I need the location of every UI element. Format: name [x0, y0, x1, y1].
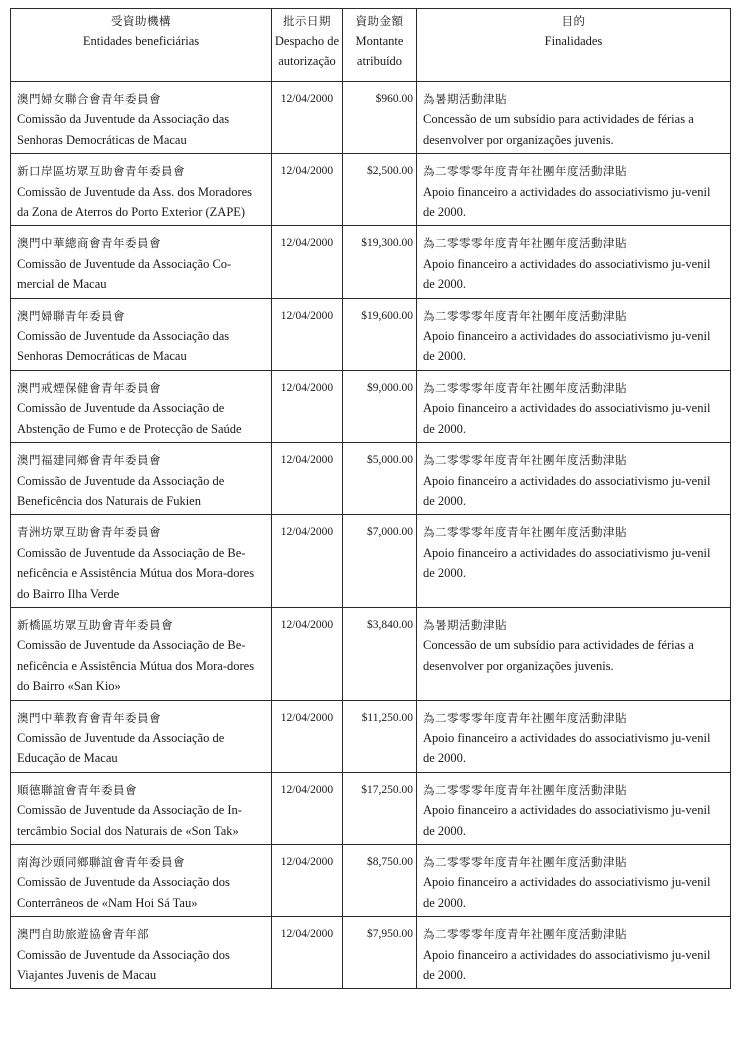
entity-name-pt: Comissão da Juventude da Associação das Senhoras Democráticas de Macau [17, 112, 230, 147]
entity-name-pt: Comissão de Juventude da Associação de Be-neficência e Assistência Mútua dos Mora-dores do Bairro Ilha Verde [17, 545, 255, 601]
header-purpose-zh: 目的 [561, 14, 586, 28]
amount-cell [343, 443, 417, 515]
table-row [11, 298, 731, 370]
purpose-pt: Apoio financeiro a actividades do associativismo ju-venil de 2000. [423, 329, 711, 364]
entity-name-zh: 澳門婦女聯合會青年委員會 [17, 92, 161, 106]
authorization-date: 12/04/2000 [280, 856, 334, 868]
table-row [11, 443, 731, 515]
amount-cell [343, 82, 417, 154]
entity-name-pt: Comissão de Juventude da Associação de In-tercâmbio Social dos Naturais de «Son Tak» [17, 803, 242, 838]
purpose-pt: Concessão de um subsídio para actividades de férias a desenvolver por organizações juvenis. [423, 638, 694, 673]
subsidy-amount: $3,840.00 [367, 618, 413, 631]
purpose-cell [417, 607, 731, 700]
subsidy-amount: $11,250.00 [361, 711, 413, 724]
purpose-cell [417, 917, 731, 989]
entity-name-zh: 青洲坊眾互助會青年委員會 [17, 525, 161, 540]
table-row [11, 82, 731, 154]
entity-name-pt: Comissão de Juventude da Associação Co-mercial de Macau [17, 256, 232, 292]
purpose-zh: 為二零零零年度青年社團年度活動津貼 [423, 927, 627, 942]
entity-name-pt: Comissão de Juventude da Ass. dos Moradores da Zona de Aterros do Porto Exterior (ZAPE) [17, 184, 253, 220]
purpose-pt: Apoio financeiro a actividades do associativismo ju-venil de 2000. [423, 256, 711, 292]
purpose-cell [417, 226, 731, 298]
purpose-pt: Apoio financeiro a actividades do associativismo ju-venil de 2000. [423, 875, 711, 910]
purpose-zh: 為二零零零年度青年社團年度活動津貼 [423, 710, 627, 725]
table-row [11, 772, 731, 844]
entity-name-pt: Comissão de Juventude da Associação de Educação de Macau [17, 730, 225, 766]
date-cell [272, 607, 343, 700]
date-cell [272, 298, 343, 370]
entity-cell [11, 443, 272, 515]
entity-cell [11, 700, 272, 772]
date-cell [272, 82, 343, 154]
header-date [272, 9, 343, 82]
entity-name-zh: 澳門自助旅遊協會青年部 [17, 927, 149, 942]
header-entities-pt: Entidades beneficiárias [82, 34, 200, 48]
entity-cell [11, 917, 272, 989]
authorization-date: 12/04/2000 [280, 381, 334, 394]
date-cell [272, 154, 343, 226]
entity-cell [11, 370, 272, 442]
purpose-cell [417, 700, 731, 772]
purpose-zh: 為二零零零年度青年社團年度活動津貼 [423, 782, 627, 797]
entity-name-zh: 新口岸區坊眾互助會青年委員會 [17, 164, 185, 179]
header-amount-zh: 資助金額 [355, 14, 404, 28]
purpose-cell [417, 370, 731, 442]
authorization-date: 12/04/2000 [280, 165, 334, 178]
purpose-zh: 為二零零零年度青年社團年度活動津貼 [423, 164, 627, 179]
entity-name-pt: Comissão de Juventude da Associação dos Viajantes Juvenis de Macau [17, 947, 230, 983]
entity-name-pt: Comissão de Juventude da Associação dos Conterrâneos de «Nam Hoi Sá Tau» [17, 875, 230, 910]
entity-name-zh: 澳門中華教育會青年委員會 [17, 710, 161, 725]
table-row [11, 700, 731, 772]
date-cell [272, 370, 343, 442]
header-date-zh: 批示日期 [283, 14, 331, 28]
subsidy-amount: $7,950.00 [367, 928, 413, 941]
amount-cell [343, 154, 417, 226]
table-row [11, 226, 731, 298]
purpose-pt: Apoio financeiro a actividades do associativismo ju-venil de 2000. [423, 803, 711, 838]
table-row [11, 917, 731, 989]
authorization-date: 12/04/2000 [280, 93, 334, 105]
header-entities-zh: 受資助機構 [111, 14, 171, 28]
header-entities [11, 9, 272, 82]
entity-name-zh: 澳門福建同鄉會青年委員會 [17, 453, 161, 468]
authorization-date: 12/04/2000 [280, 928, 334, 941]
entity-cell [11, 772, 272, 844]
date-cell [272, 515, 343, 608]
table-row [11, 515, 731, 608]
purpose-pt: Apoio financeiro a actividades do associativismo ju-venil de 2000. [423, 184, 711, 220]
subsidy-table [10, 8, 731, 989]
header-purpose [417, 9, 731, 82]
purpose-cell [417, 772, 731, 844]
purpose-pt: Apoio financeiro a actividades do associativismo ju-venil de 2000. [423, 947, 711, 983]
purpose-cell [417, 82, 731, 154]
subsidy-amount: $17,250.00 [361, 783, 413, 796]
purpose-cell [417, 298, 731, 370]
subsidy-amount: $2,500.00 [367, 165, 413, 178]
authorization-date: 12/04/2000 [280, 237, 334, 250]
authorization-date: 12/04/2000 [280, 454, 334, 467]
table-row [11, 845, 731, 917]
purpose-zh: 為暑期活動津貼 [423, 617, 507, 632]
date-cell [272, 700, 343, 772]
table-row [11, 154, 731, 226]
entity-cell [11, 82, 272, 154]
table-header-row [11, 9, 731, 82]
entity-name-pt: Comissão de Juventude da Associação de Be-neficência e Assistência Mútua dos Mora-dores do Bairro «San Kio» [17, 638, 255, 694]
date-cell [272, 443, 343, 515]
entity-name-zh: 澳門戒煙保健會青年委員會 [17, 380, 161, 395]
subsidy-amount: $7,000.00 [367, 526, 413, 539]
subsidy-amount: $9,000.00 [367, 381, 413, 394]
entity-cell [11, 515, 272, 608]
authorization-date: 12/04/2000 [280, 783, 334, 796]
subsidy-amount: $5,000.00 [367, 454, 413, 467]
amount-cell [343, 700, 417, 772]
entity-cell [11, 154, 272, 226]
purpose-pt: Concessão de um subsídio para actividades de férias a desenvolver por organizações juvenis. [423, 112, 694, 147]
amount-cell [343, 226, 417, 298]
subsidy-amount: $960.00 [375, 93, 413, 105]
entity-name-zh: 南海沙頭同鄉聯誼會青年委員會 [17, 855, 185, 869]
date-cell [272, 917, 343, 989]
header-amount-pt: Montante atribuído [355, 34, 404, 68]
amount-cell [343, 607, 417, 700]
date-cell [272, 772, 343, 844]
amount-cell [343, 845, 417, 917]
header-date-pt: Despacho de autorização [274, 34, 340, 68]
amount-cell [343, 298, 417, 370]
subsidy-amount: $8,750.00 [367, 856, 413, 868]
purpose-zh: 為二零零零年度青年社團年度活動津貼 [423, 308, 627, 323]
entity-name-pt: Comissão de Juventude da Associação de Abstenção de Fumo e de Protecção de Saúde [17, 401, 242, 436]
subsidy-amount: $19,600.00 [361, 309, 413, 322]
table-row [11, 607, 731, 700]
purpose-pt: Apoio financeiro a actividades do associativismo ju-venil de 2000. [423, 730, 711, 766]
authorization-date: 12/04/2000 [280, 526, 334, 539]
header-purpose-pt: Finalidades [544, 34, 603, 48]
authorization-date: 12/04/2000 [280, 711, 334, 724]
table-body [11, 82, 731, 989]
amount-cell [343, 515, 417, 608]
date-cell [272, 845, 343, 917]
entity-name-zh: 澳門中華總商會青年委員會 [17, 236, 161, 251]
entity-cell [11, 845, 272, 917]
table-row [11, 370, 731, 442]
authorization-date: 12/04/2000 [280, 618, 334, 631]
entity-cell [11, 607, 272, 700]
purpose-zh: 為二零零零年度青年社團年度活動津貼 [423, 236, 627, 251]
entity-name-zh: 新橋區坊眾互助會青年委員會 [17, 617, 173, 632]
entity-name-zh: 順德聯誼會青年委員會 [17, 782, 137, 797]
purpose-zh: 為暑期活動津貼 [423, 92, 507, 106]
purpose-zh: 為二零零零年度青年社團年度活動津貼 [423, 855, 627, 869]
purpose-cell [417, 443, 731, 515]
entity-name-pt: Comissão de Juventude da Associação de Beneficência dos Naturais de Fukien [17, 473, 225, 508]
purpose-cell [417, 515, 731, 608]
authorization-date: 12/04/2000 [280, 309, 334, 322]
purpose-pt: Apoio financeiro a actividades do associativismo ju-venil de 2000. [423, 401, 711, 436]
subsidy-amount: $19,300.00 [361, 237, 413, 250]
purpose-cell [417, 154, 731, 226]
purpose-pt: Apoio financeiro a actividades do associativismo ju-venil de 2000. [423, 545, 711, 581]
date-cell [272, 226, 343, 298]
entity-name-pt: Comissão de Juventude da Associação das Senhoras Democráticas de Macau [17, 329, 230, 364]
entity-name-zh: 澳門婦聯青年委員會 [17, 308, 125, 323]
amount-cell [343, 772, 417, 844]
purpose-cell [417, 845, 731, 917]
header-amount [343, 9, 417, 82]
entity-cell [11, 226, 272, 298]
amount-cell [343, 370, 417, 442]
purpose-zh: 為二零零零年度青年社團年度活動津貼 [423, 453, 627, 468]
purpose-zh: 為二零零零年度青年社團年度活動津貼 [423, 525, 627, 540]
amount-cell [343, 917, 417, 989]
purpose-pt: Apoio financeiro a actividades do associativismo ju-venil de 2000. [423, 473, 711, 508]
purpose-zh: 為二零零零年度青年社團年度活動津貼 [423, 380, 627, 395]
entity-cell [11, 298, 272, 370]
